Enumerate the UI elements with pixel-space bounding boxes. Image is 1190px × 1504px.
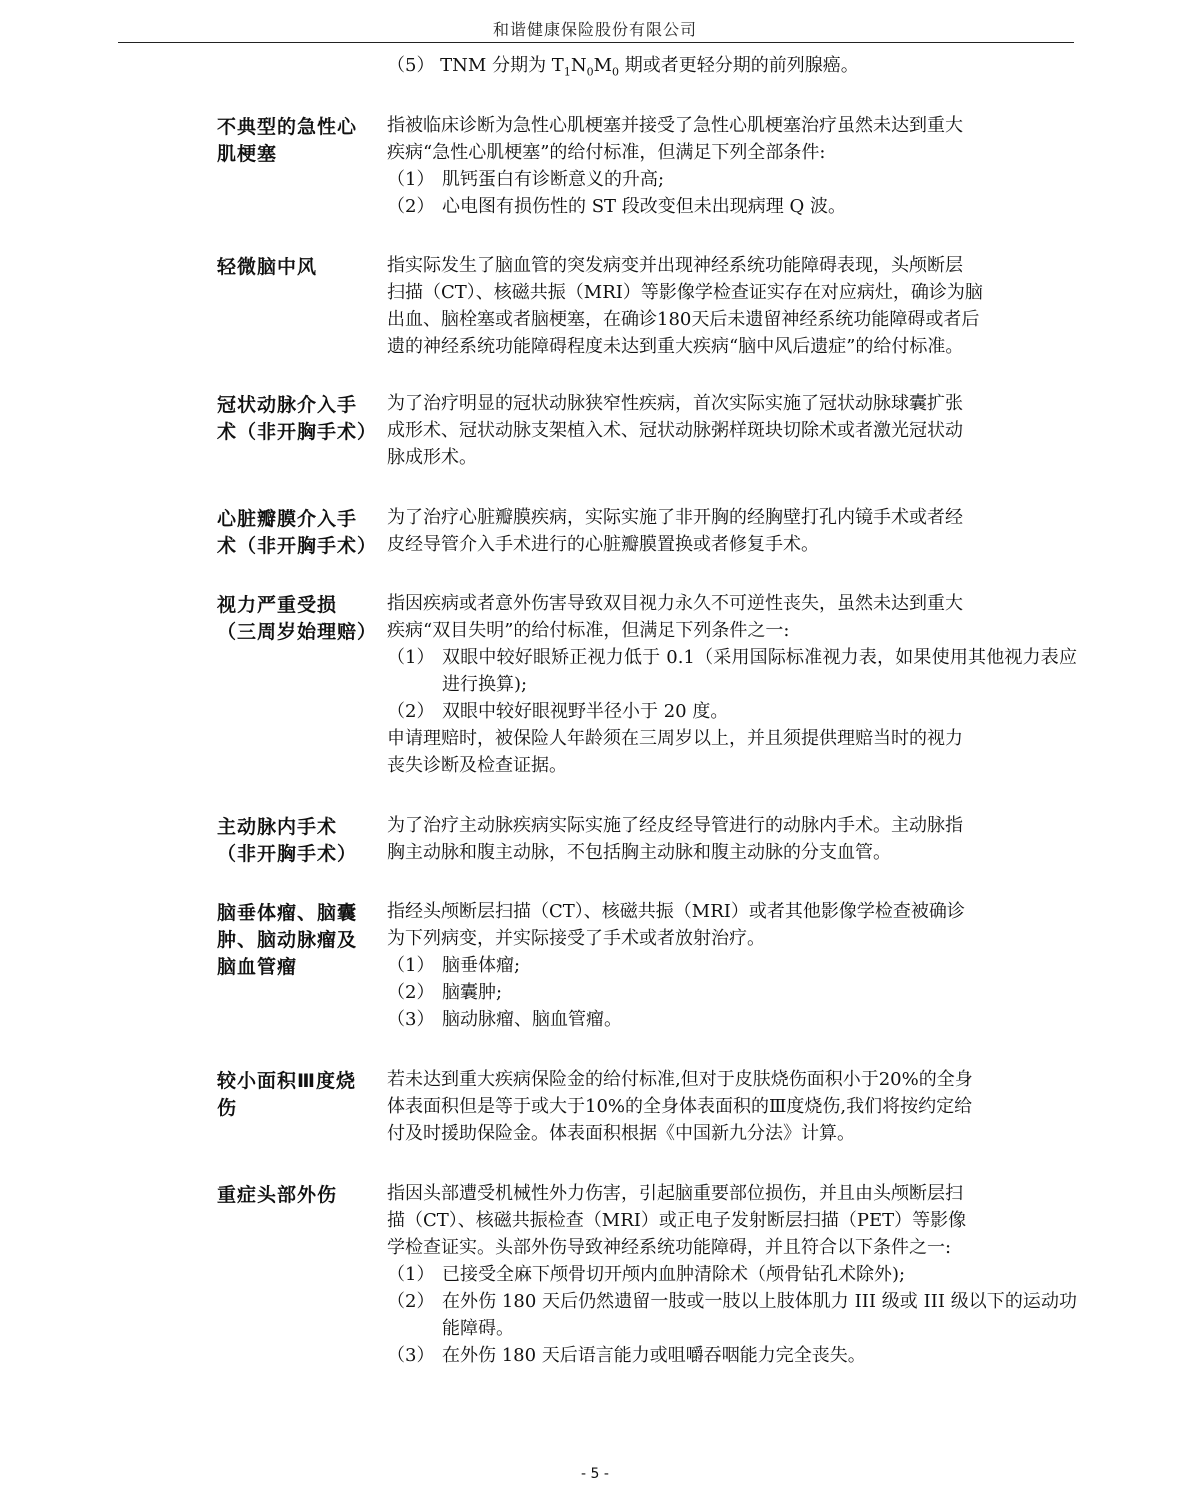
condition-item — [387, 979, 1077, 1006]
page-number: - 5 - — [581, 1466, 609, 1482]
term-definition — [387, 898, 1077, 1033]
term-definition — [387, 1066, 1077, 1147]
condition-item — [387, 166, 1077, 193]
item-number: （2） — [387, 196, 435, 217]
definition-line: 丧失诊断及检查证据。 — [387, 755, 567, 776]
term-heading: 较小面积Ⅲ度烧伤 — [217, 1070, 356, 1119]
item-number: （1） — [387, 955, 435, 976]
item-text: 已接受全麻下颅骨切开颅内血肿清除术（颅骨钻孔术除外); — [442, 1264, 906, 1285]
definition-line: 皮经导管介入手术进行的心脏瓣膜置换或者修复手术。 — [387, 534, 819, 555]
subscript: 0 — [612, 65, 619, 79]
condition-item — [387, 644, 1077, 698]
definition-line: 指被临床诊断为急性心肌梗塞并接受了急性心肌梗塞治疗虽然未达到重大 — [387, 115, 963, 136]
item-text: 双眼中较好眼视野半径小于 20 度。 — [442, 701, 729, 722]
definition-line: 为了治疗明显的冠状动脉狭窄性疾病，首次实际实施了冠状动脉球囊扩张 — [387, 393, 963, 414]
condition-item — [387, 1288, 1077, 1342]
definition-line: 指实际发生了脑血管的突发病变并出现神经系统功能障碍表现，头颅断层 — [387, 255, 963, 276]
term-heading: 视力严重受损（三周岁始理赔） — [217, 594, 378, 643]
condition-item — [387, 1006, 1077, 1033]
condition-item — [387, 952, 1077, 979]
term-heading: 轻微脑中风 — [217, 256, 318, 278]
item-text: 肌钙蛋白有诊断意义的升高; — [442, 169, 665, 190]
item-number: （3） — [387, 1009, 435, 1030]
term-heading: 冠状动脉介入手术（非开胸手术） — [217, 394, 378, 443]
definition-line: 指因头部遭受机械性外力伤害，引起脑重要部位损伤，并且由头颅断层扫 — [387, 1183, 963, 1204]
subscript: 0 — [586, 65, 594, 79]
item-number: （1） — [387, 647, 435, 668]
definition-line: 指经头颅断层扫描（CT）、核磁共振（MRI）或者其他影像学检查被确诊 — [387, 901, 965, 922]
item-text: 脑囊肿; — [442, 982, 503, 1003]
definition-line: 付及时援助保险金。体表面积根据《中国新九分法》计算。 — [387, 1123, 855, 1144]
item-text: 在外伤 180 天后仍然遗留一肢或一肢以上肢体肌力 III 级或 III 级以下的运动功能障碍。 — [442, 1291, 1077, 1339]
intro-tnm-line — [387, 52, 1077, 86]
term-heading: 重症头部外伤 — [217, 1184, 338, 1206]
item-text: 脑动脉瘤、脑血管瘤。 — [442, 1009, 622, 1030]
definition-line: 疾病“急性心肌梗塞”的给付标准，但满足下列全部条件: — [387, 142, 826, 163]
definition-line: 为了治疗心脏瓣膜疾病，实际实施了非开胸的经胸壁打孔内镜手术或者经 — [387, 507, 963, 528]
subscript: 1 — [563, 65, 571, 79]
definition-line: 申请理赔时，被保险人年龄须在三周岁以上，并且须提供理赔当时的视力 — [387, 728, 963, 749]
condition-item — [387, 193, 1077, 220]
item-text: 双眼中较好眼矫正视力低于 0.1（采用国际标准视力表，如果使用其他视力表应进行换算); — [442, 647, 1077, 695]
term-heading: 脑垂体瘤、脑囊肿、脑动脉瘤及脑血管瘤 — [217, 902, 358, 978]
definition-line: 指因疾病或者意外伤害导致双目视力永久不可逆性丧失，虽然未达到重大 — [387, 593, 963, 614]
definition-line: 为下列病变，并实际接受了手术或者放射治疗。 — [387, 928, 765, 949]
definition-line: 脉成形术。 — [387, 447, 477, 468]
definition-line: 成形术、冠状动脉支架植入术、冠状动脉粥样斑块切除术或者激光冠状动 — [387, 420, 963, 441]
definition-line: 若未达到重大疾病保险金的给付标准,但对于皮肤烧伤面积小于20%的全身 — [387, 1069, 973, 1090]
item-text: 脑垂体瘤; — [442, 955, 521, 976]
definition-line: 描（CT）、核磁共振检查（MRI）或正电子发射断层扫描（PET）等影像 — [387, 1210, 967, 1231]
definition-line: 胸主动脉和腹主动脉，不包括胸主动脉和腹主动脉的分支血管。 — [387, 842, 891, 863]
item-number: （1） — [387, 169, 435, 190]
term-definition — [387, 590, 1077, 779]
definition-line: 出血、脑栓塞或者脑梗塞，在确诊180天后未遗留神经系统功能障碍或者后 — [387, 309, 980, 330]
term-definition — [387, 390, 1077, 471]
page-header: 和谐健康保险股份有限公司 — [492, 20, 697, 39]
item-number: （2） — [387, 701, 435, 722]
condition-item — [387, 1261, 1077, 1288]
term-definition — [387, 252, 1077, 360]
definition-line: 遗的神经系统功能障碍程度未达到重大疾病“脑中风后遗症”的给付标准。 — [387, 336, 964, 357]
intro-text: （5） TNM 分期为 T — [387, 55, 564, 76]
item-number: （2） — [387, 982, 435, 1003]
item-number: （1） — [387, 1264, 435, 1285]
term-definition — [387, 112, 1077, 220]
term-heading: 主动脉内手术（非开胸手术） — [217, 816, 358, 865]
term-definition — [387, 1180, 1077, 1369]
definition-line: 为了治疗主动脉疾病实际实施了经皮经导管进行的动脉内手术。主动脉指 — [387, 815, 963, 836]
definition-line: 扫描（CT）、核磁共振（MRI）等影像学检查证实存在对应病灶，确诊为脑 — [387, 282, 983, 303]
intro-text: M — [593, 55, 612, 76]
definition-line: 疾病“双目失明”的给付标准，但满足下列条件之一: — [387, 620, 790, 641]
item-text: 在外伤 180 天后语言能力或咀嚼吞咽能力完全丧失。 — [442, 1345, 866, 1366]
item-number: （3） — [387, 1345, 435, 1366]
intro-text: N — [570, 55, 587, 76]
condition-item — [387, 698, 1077, 725]
intro-text: 期或者更轻分期的前列腺癌。 — [619, 55, 859, 76]
item-number: （2） — [387, 1291, 435, 1312]
term-heading: 不典型的急性心肌梗塞 — [217, 116, 358, 165]
header-divider — [118, 42, 1074, 43]
term-definition — [387, 504, 1077, 558]
condition-item — [387, 1342, 1077, 1369]
definition-line: 学检查证实。头部外伤导致神经系统功能障碍，并且符合以下条件之一: — [387, 1237, 952, 1258]
term-heading: 心脏瓣膜介入手术（非开胸手术） — [217, 508, 378, 557]
item-text: 心电图有损伤性的 ST 段改变但未出现病理 Q 波。 — [442, 196, 846, 217]
term-definition — [387, 812, 1077, 866]
definition-line: 体表面积但是等于或大于10%的全身体表面积的Ⅲ度烧伤,我们将按约定给 — [387, 1096, 973, 1117]
